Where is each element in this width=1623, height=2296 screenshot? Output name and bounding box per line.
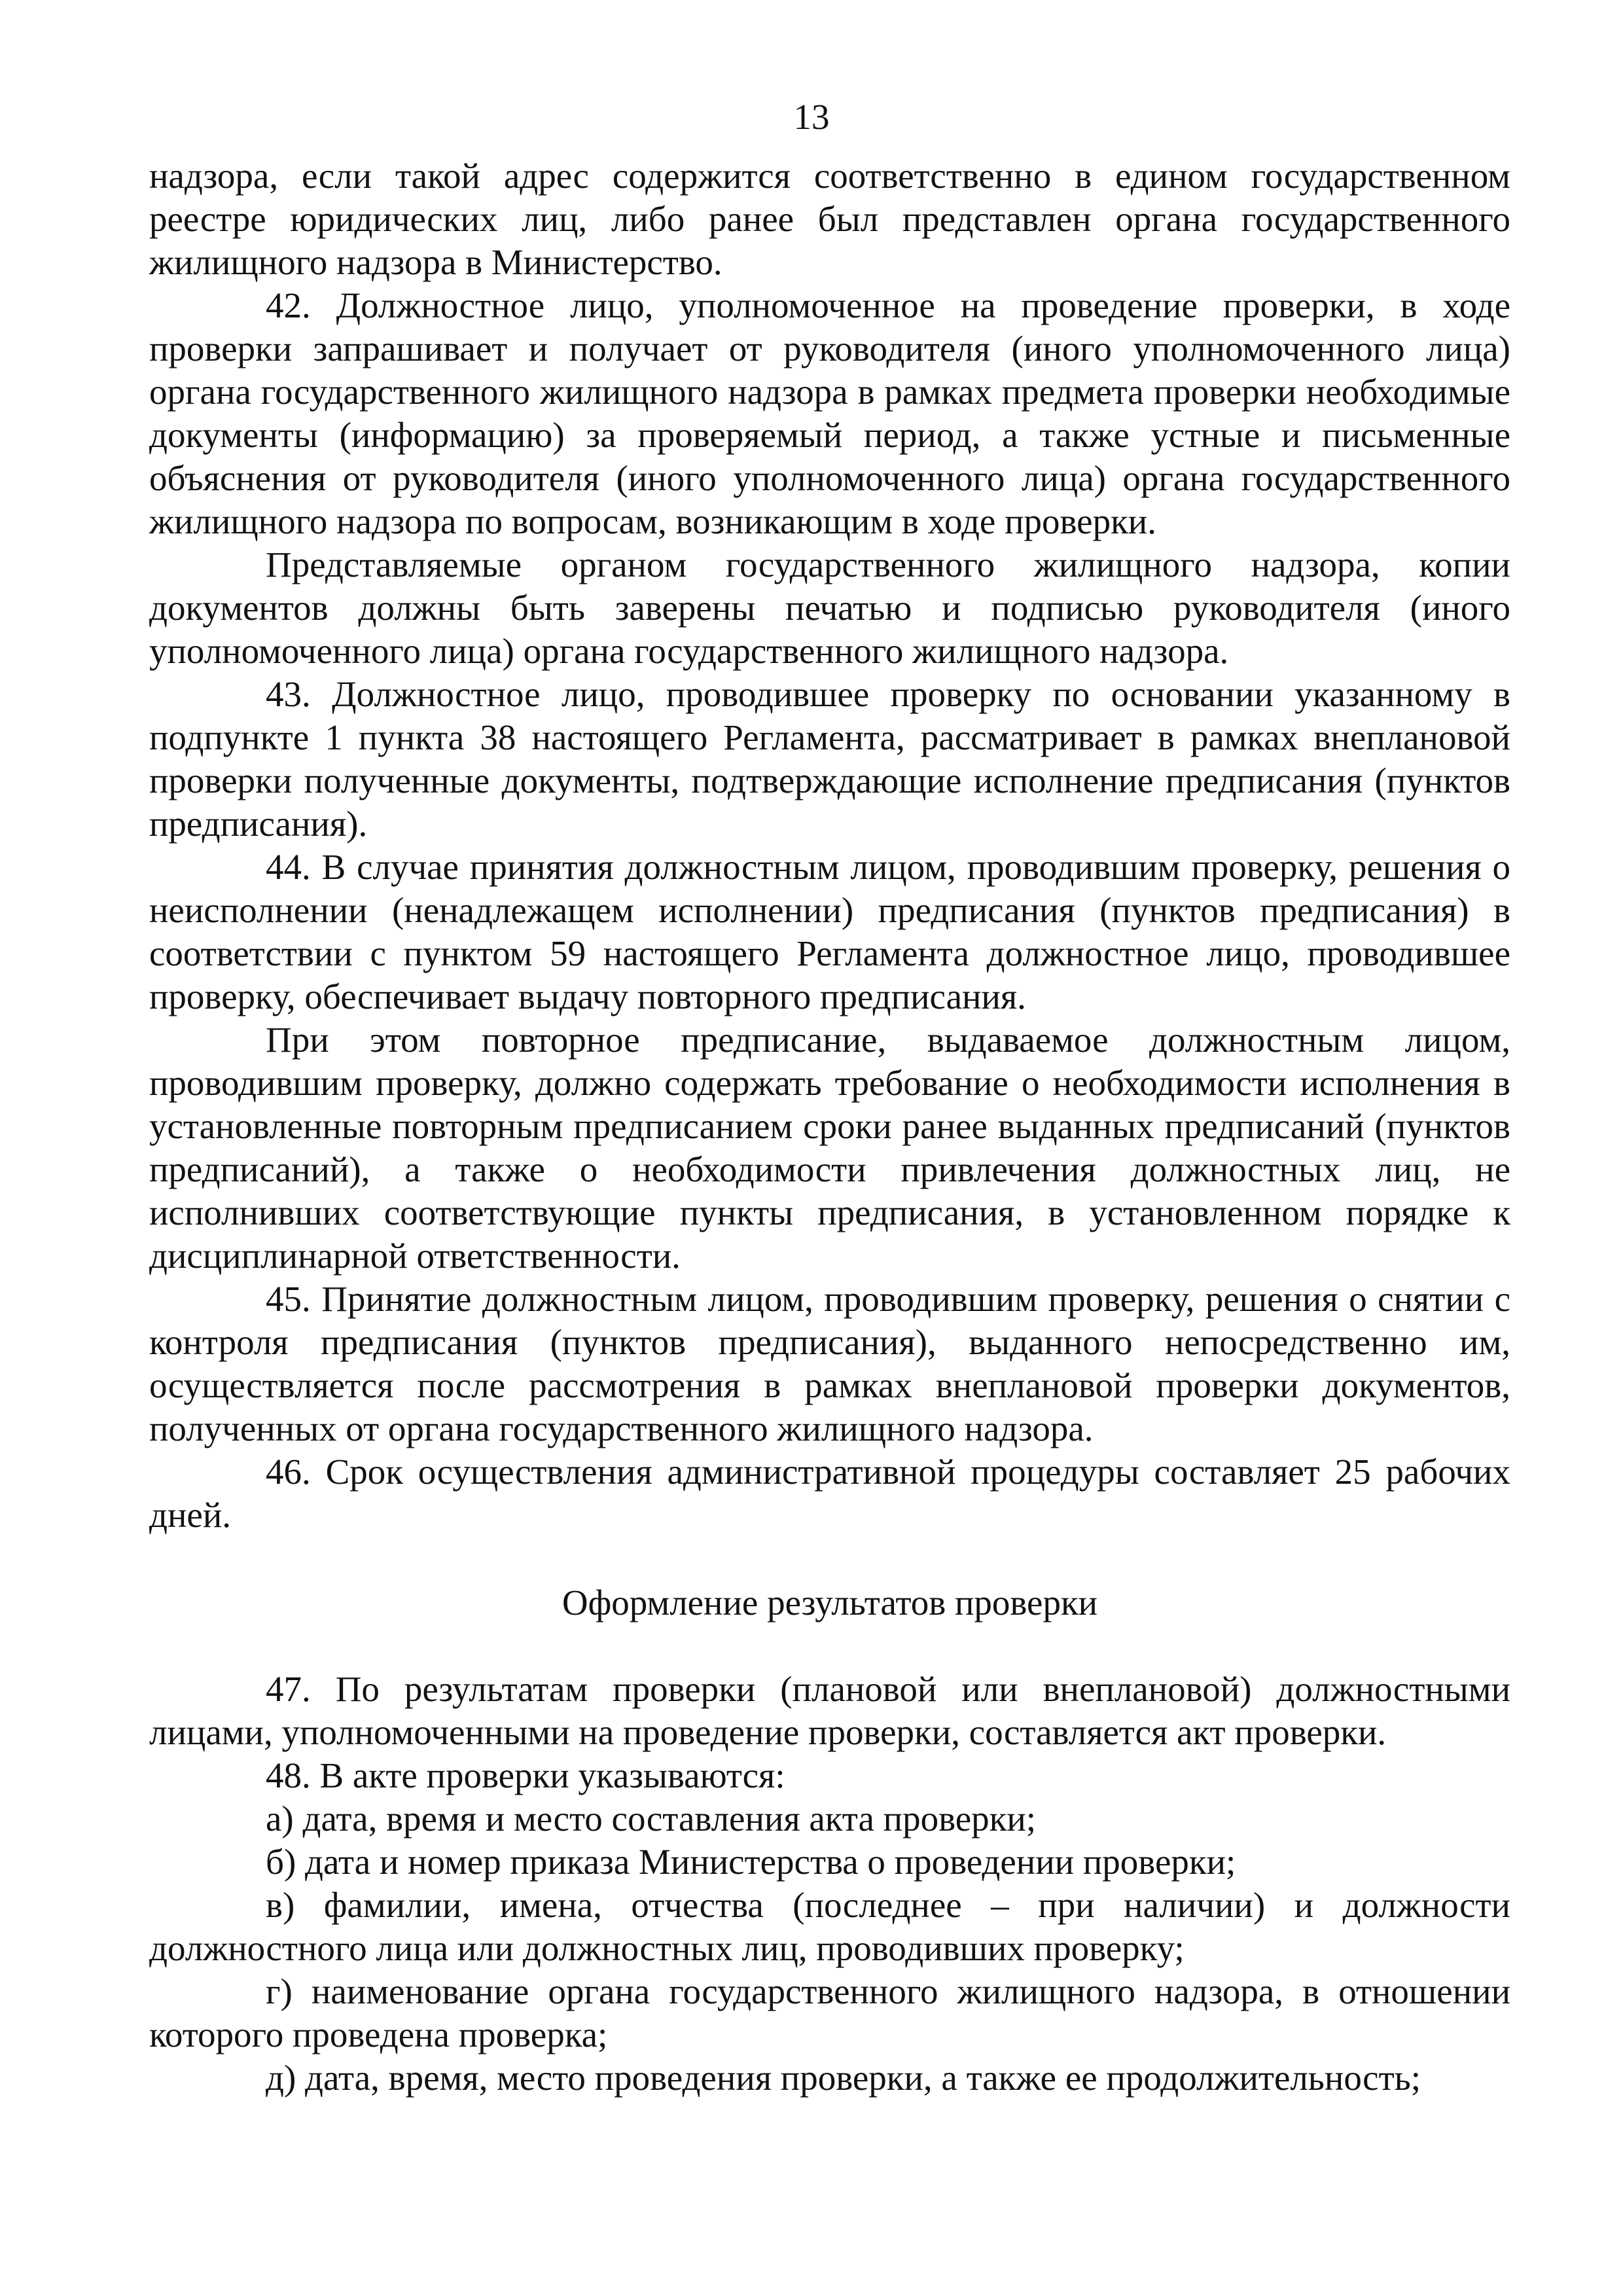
paragraph-45: 45. Принятие должностным лицом, проводившим проверку, решения о снятии с контроля предписания (пунктов предписания), выданного непосредственно им, осуществляется после рассмотрения в рамках внеплановой проверки документов, полученных от органа государственного жилищного надзора. (149, 1279, 1510, 1448)
paragraph-42: 42. Должностное лицо, уполномоченное на проведение проверки, в ходе проверки запрашивает и получает от руководителя (иного уполномоченного лица) органа государственного жилищного надзора в рамках предмета проверки необходимые документы (информацию) за проверяемый период, а также устные и письменные объяснения от руководителя (иного уполномоченного лица) органа государственного жилищного надзора по вопросам, возникающим в ходе проверки. (149, 285, 1510, 541)
paragraph-43: 43. Должностное лицо, проводившее проверку по основании указанному в подпункте 1 пункта 38 настоящего Регламента, рассматривает в рамках внеплановой проверки полученные документы, подтверждающие исполнение предписания (пунктов предписания). (149, 674, 1510, 844)
paragraph-continuation: надзора, если такой адрес содержится соответственно в едином государственном реестре юридических лиц, либо ранее был представлен органа государственного жилищного надзора в Министерство. (149, 156, 1510, 282)
list-item-g: г) наименование органа государственного жилищного надзора, в отношении которого проведена проверка; (149, 1971, 1510, 2054)
page-number: 13 (793, 97, 830, 137)
paragraph-48: 48. В акте проверки указываются: (266, 1755, 785, 1795)
list-item-a: а) дата, время и место составления акта проверки; (266, 1799, 1037, 1839)
paragraph-46: 46. Срок осуществления административной процедуры составляет 25 рабочих дней. (149, 1452, 1510, 1535)
list-item-v: в) фамилии, имена, отчества (последнее – при наличии) и должности должностного лица или должностных лиц, проводивших проверку; (149, 1885, 1510, 1968)
list-item-b: б) дата и номер приказа Министерства о проведении проверки; (266, 1842, 1236, 1882)
paragraph-44-repeat-order: При этом повторное предписание, выдаваемое должностным лицом, проводившим проверку, должно содержать требование о необходимости исполнения в установленные повторным предписанием сроки ранее выданных предписаний (пунктов предписаний), а также о необходимости привлечения должностных лиц, не исполнивших соответствующие пункты предписания, в установленном порядке к дисциплинарной ответственности. (149, 1020, 1510, 1276)
document-body (149, 154, 1510, 2100)
section-heading: Оформление результатов проверки (562, 1583, 1098, 1623)
paragraph-42-copies: Представляемые органом государственного жилищного надзора, копии документов должны быть заверены печатью и подписью руководителя (иного уполномоченного лица) органа государственного жилищного надзора. (149, 545, 1510, 671)
paragraph-47: 47. По результатам проверки (плановой или внеплановой) должностными лицами, уполномоченными на проведение проверки, составляется акт проверки. (149, 1669, 1510, 1752)
list-item-d: д) дата, время, место проведения проверки, а также ее продолжительность; (266, 2058, 1421, 2098)
paragraph-44: 44. В случае принятия должностным лицом, проводившим проверку, решения о неисполнении (ненадлежащем исполнении) предписания (пунктов предписания) в соответствии с пунктом 59 настоящего Регламента должностное лицо, проводившее проверку, обеспечивает выдачу повторного предписания. (149, 847, 1510, 1016)
